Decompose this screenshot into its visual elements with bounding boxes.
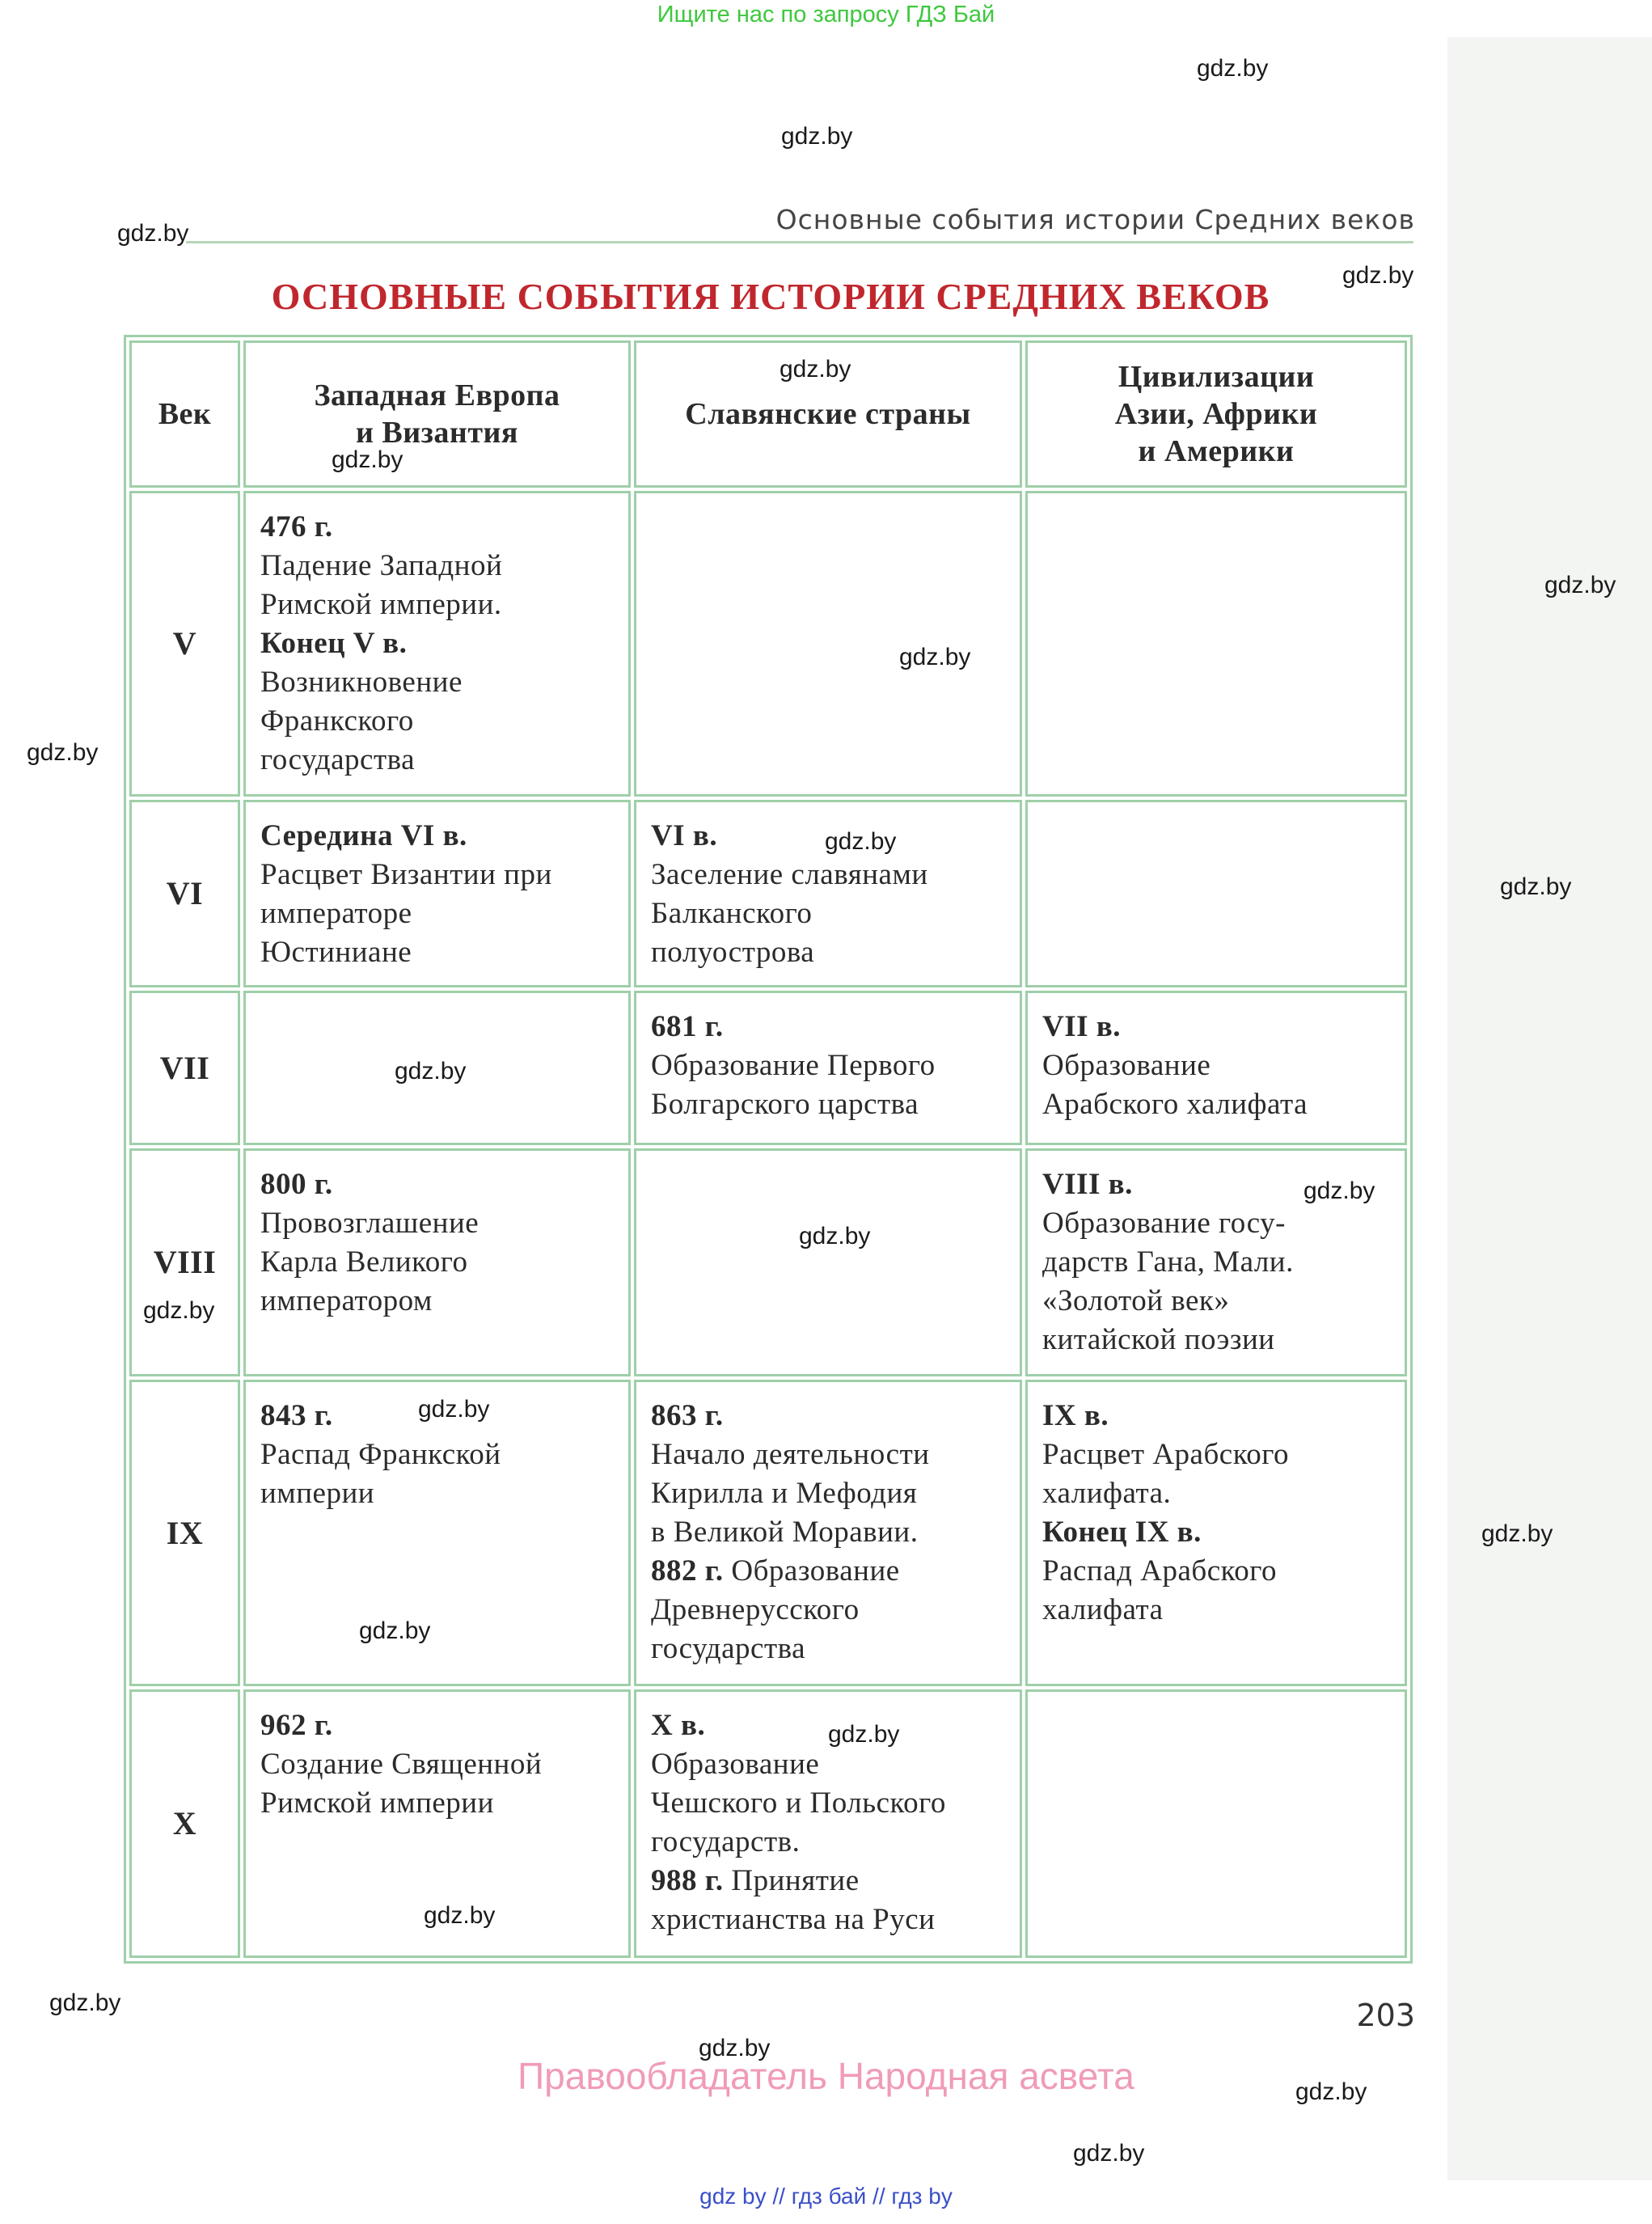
header-civilizations (1025, 340, 1407, 488)
event-line: Начало деятельности (651, 1438, 930, 1471)
watermark: gdz.by (395, 1058, 467, 1085)
event-line: Образование госу- (1042, 1207, 1286, 1240)
watermark: gdz.by (117, 220, 189, 247)
event-line: VI в. (651, 819, 718, 852)
event-line: IX в. (1042, 1399, 1109, 1432)
event-line: Распад Франкской (260, 1438, 501, 1471)
event-line: государств. (651, 1825, 801, 1858)
header-century-label: Век (158, 397, 212, 431)
event-line: государства (260, 743, 416, 776)
watermark: gdz.by (1303, 1178, 1375, 1204)
cell-vii-slavic (634, 991, 1022, 1145)
event-line: христианства на Руси (651, 1903, 936, 1936)
event-line: Древнерусского (651, 1593, 860, 1626)
century-label: VIII (153, 1244, 217, 1280)
watermark: gdz.by (825, 828, 897, 855)
cell-vii-civ (1025, 991, 1407, 1145)
event-line: 863 г. (651, 1399, 724, 1432)
century-cell-x (129, 1689, 240, 1958)
event-line: Франкского (260, 704, 414, 738)
event-line: китайской поэзии (1042, 1323, 1275, 1356)
event-line: императоре (260, 897, 412, 930)
century-cell-vi (129, 800, 240, 987)
cell-vi-west (243, 800, 631, 987)
watermark: gdz.by (828, 1721, 900, 1748)
century-label: VI (166, 875, 204, 911)
watermark: gdz.by (418, 1396, 490, 1423)
event-line: 476 г. (260, 510, 333, 543)
event-line: 800 г. (260, 1168, 333, 1201)
event-line: Римской империи. (260, 588, 502, 621)
event-line: «Золотой век» (1042, 1284, 1230, 1317)
event-line: халифата. (1042, 1477, 1172, 1510)
event-line: в Великой Моравии. (651, 1516, 919, 1549)
watermark: gdz.by (1500, 873, 1572, 900)
event-line: Болгарского царства (651, 1088, 919, 1121)
event-line: Арабского халифата (1042, 1088, 1308, 1121)
century-label: IX (166, 1514, 204, 1551)
event-line: Конец IX в. (1042, 1516, 1202, 1549)
watermark: gdz.by (1295, 2078, 1367, 2105)
watermark: gdz.by (359, 1617, 431, 1644)
event-line: Распад Арабского (1042, 1554, 1277, 1588)
event-line: Образование (1042, 1049, 1211, 1082)
watermark: gdz.by (1197, 55, 1269, 82)
event-text: Образование (723, 1554, 900, 1588)
event-line: Заселение славянами (651, 858, 928, 891)
century-label: X (172, 1805, 197, 1841)
footer-links[interactable]: gdz by // гдз бай // гдз by (699, 2184, 953, 2209)
event-date: 988 г. (651, 1864, 724, 1897)
header-west (243, 340, 631, 488)
watermark: gdz.by (1544, 572, 1616, 598)
event-line: 681 г. (651, 1010, 724, 1043)
cell-v-west (243, 491, 631, 797)
event-line: Возникновение (260, 666, 463, 699)
event-line: Образование (651, 1748, 820, 1781)
event-line: Балканского (651, 897, 813, 930)
century-cell-vii (129, 991, 240, 1145)
event-line: Провозглашение (260, 1207, 480, 1240)
century-label: VII (159, 1049, 210, 1086)
event-line: полуострова (651, 936, 815, 969)
event-line-mixed (651, 1552, 1005, 1591)
event-text: Принятие (723, 1864, 860, 1897)
event-line: дарств Гана, Мали. (1042, 1245, 1294, 1279)
rights-holder: Правообладатель Народная асвета (518, 2055, 1134, 2097)
header-rule (186, 241, 1413, 243)
watermark: gdz.by (49, 1989, 121, 2016)
event-line: Юстиниане (260, 936, 412, 969)
event-line: Конец V в. (260, 627, 408, 660)
event-line: Расцвет Арабского (1042, 1438, 1290, 1471)
header-century (129, 340, 240, 488)
century-label: V (172, 625, 197, 662)
event-line: 843 г. (260, 1399, 333, 1432)
header-civ-line-3: и Америки (1138, 434, 1295, 468)
watermark: gdz.by (1481, 1520, 1553, 1547)
cell-ix-west (243, 1380, 631, 1686)
cell-x-civ (1025, 1689, 1407, 1958)
cell-viii-west (243, 1148, 631, 1376)
event-line: Создание Священной (260, 1748, 543, 1781)
event-line: халифата (1042, 1593, 1164, 1626)
event-line: VII в. (1042, 1010, 1121, 1043)
event-line: императором (260, 1284, 433, 1317)
century-cell-v (129, 491, 240, 797)
event-date: 882 г. (651, 1554, 724, 1588)
watermark: gdz.by (424, 1902, 496, 1929)
event-line: Середина VI в. (260, 819, 467, 852)
watermark: gdz.by (899, 644, 971, 670)
event-line: Образование Первого (651, 1049, 936, 1082)
event-line: государства (651, 1632, 806, 1665)
header-slavic-label: Славянские страны (685, 397, 971, 431)
event-line: VIII в. (1042, 1168, 1133, 1201)
century-cell-viii (129, 1148, 240, 1376)
watermark: gdz.by (799, 1223, 871, 1249)
page-margin-band (1447, 37, 1652, 2180)
event-line: Римской империи (260, 1786, 494, 1820)
page-title: ОСНОВНЫЕ СОБЫТИЯ ИСТОРИИ СРЕДНИХ ВЕКОВ (271, 276, 1270, 317)
event-line: Расцвет Византии при (260, 858, 552, 891)
event-line: Чешского и Польского (651, 1786, 946, 1820)
cell-vi-civ (1025, 800, 1407, 987)
century-cell-ix (129, 1380, 240, 1686)
header-west-line-1: Западная Европа (314, 378, 560, 412)
page-number: 203 (1356, 1998, 1415, 2033)
watermark: gdz.by (780, 356, 851, 383)
event-line: Падение Западной (260, 549, 503, 582)
running-head: Основные события истории Средних веков (775, 204, 1415, 235)
watermark: gdz.by (332, 446, 403, 473)
watermark: gdz.by (1073, 2140, 1145, 2167)
cell-ix-slavic (634, 1380, 1022, 1686)
event-line-mixed (651, 1862, 1005, 1901)
header-civ-line-1: Цивилизации (1118, 360, 1315, 394)
cell-v-civ (1025, 491, 1407, 797)
top-search-hint[interactable]: Ищите нас по запросу ГДЗ Бай (657, 2, 995, 27)
event-line: Карла Великого (260, 1245, 468, 1279)
watermark: gdz.by (781, 123, 853, 150)
watermark: gdz.by (27, 739, 99, 766)
cell-ix-civ (1025, 1380, 1407, 1686)
event-line: 962 г. (260, 1709, 333, 1742)
event-line: X в. (651, 1709, 706, 1742)
watermark: gdz.by (143, 1297, 215, 1324)
watermark: gdz.by (1342, 262, 1414, 289)
header-civ-line-2: Азии, Африки (1114, 397, 1318, 431)
event-line: Кирилла и Мефодия (651, 1477, 918, 1510)
watermark: gdz.by (699, 2035, 771, 2061)
header-west-line-2: и Византия (356, 416, 518, 450)
event-line: империи (260, 1477, 375, 1510)
cell-viii-slavic (634, 1148, 1022, 1376)
